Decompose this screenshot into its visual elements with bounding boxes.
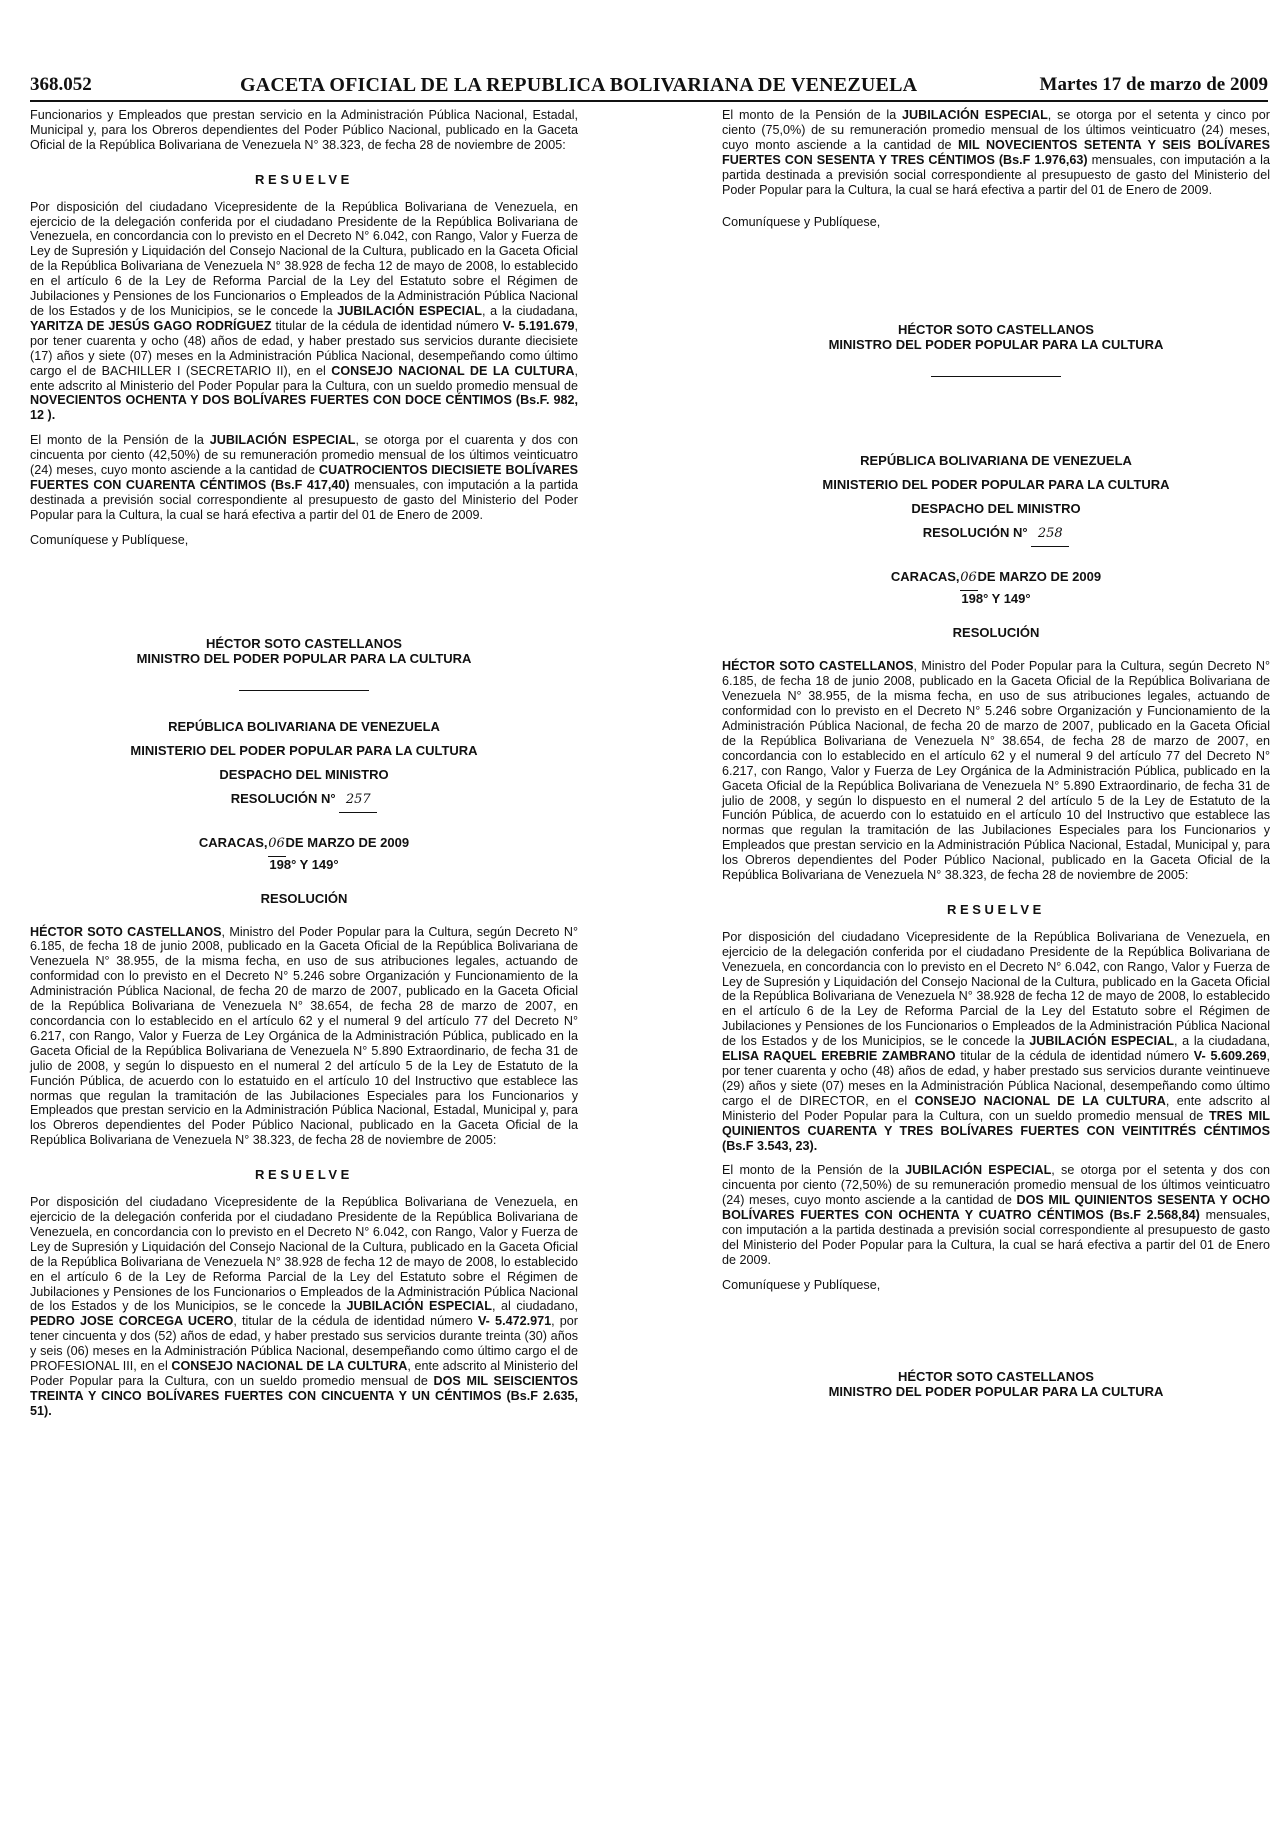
closing-formula: Comuníquese y Publíquese, bbox=[722, 215, 881, 230]
signatory-name: HÉCTOR SOTO CASTELLANOS bbox=[206, 635, 402, 651]
resuelve-heading: RESUELVE bbox=[947, 901, 1045, 917]
handwritten-resolution-number: 257 bbox=[339, 788, 377, 813]
signature-block bbox=[722, 1369, 1270, 1399]
left-column bbox=[30, 108, 578, 1419]
right-column bbox=[722, 108, 1270, 1399]
handwritten-day: 06 bbox=[960, 566, 978, 591]
resuelve-heading: RESUELVE bbox=[255, 1167, 353, 1183]
signatory-role: MINISTRO DEL PODER POPULAR PARA LA CULTURA bbox=[828, 1383, 1164, 1399]
handwritten-day: 06 bbox=[268, 832, 286, 857]
signatory-role: MINISTRO DEL PODER POPULAR PARA LA CULTURA bbox=[136, 650, 472, 666]
closing-formula: Comuníquese y Publíquese, bbox=[30, 532, 189, 547]
resuelve-heading: RESUELVE bbox=[255, 171, 353, 187]
gazette-title: GACETA OFICIAL DE LA REPUBLICA BOLIVARIANA DE VENEZUELA bbox=[240, 74, 918, 96]
pension-paragraph: El monto de la Pensión de la JUBILACIÓN ESPECIAL, se otorga por el setenta y dos con cincuenta por ciento (72,50%) de su remuneración promedio mensual de los últimos veinticuatro (24) meses, cuyo monto asciende a la cantidad de DOS MIL QUINIENTOS SESENTA Y OCHO BOLÍVARES FUERTES CON OCHENTA Y CUATRO CÉNTIMOS (Bs.F 2.568,84) mensuales, con imputación a la partida destinada a previsión social correspondiente al presupuesto de gasto del Ministerio del Poder Popular para la Cultura, la cual se hará efectiva a partir del 01 de Enero de 2009. bbox=[722, 1163, 1271, 1267]
signature-block bbox=[722, 322, 1270, 352]
pension-paragraph: El monto de la Pensión de la JUBILACIÓN ESPECIAL, se otorga por el cuarenta y dos con cincuenta por ciento (42,50%) de su remuneración promedio mensual de los últimos veinticuatro (24) meses, cuyo monto asciende a la cantidad de CUATROCIENTOS DIECISIETE BOLÍVARES FUERTES CON CUARENTA CÉNTIMOS (Bs.F 417,40) mensuales, con imputación a la partida destinada a previsión social correspondiente al presupuesto de gasto del Ministerio del Poder Popular para la Cultura, la cual se hará efectiva a partir del 01 de Enero de 2009. bbox=[30, 433, 579, 522]
resolution-258-body: Por disposición del ciudadano Vicepresidente de la República Bolivariana de Venezuela, en ejercicio de la delegación conferida por el ciudadano Presidente de la República Bolivariana de Venezuela, en concordancia con lo previsto en el Decreto N° 6.042, con Rango, Valor y Fuerza de Ley de Supresión y Liquidación del Consejo Nacional de la Cultura, publicado en la Gaceta Oficial de la República Bolivariana de Venezuela N° 38.928 de fecha 12 de mayo de 2008, lo establecido en el artículo 6 de la Ley de Reforma Parcial de la Ley del Estatuto sobre el Régimen de Jubilaciones y Pensiones de los Funcionarios o Empleados de la Administración Pública Nacional de los Estados y de los Municipios, se le concede la JUBILACIÓN ESPECIAL, a la ciudadana, ELISA RAQUEL EREBRIE ZAMBRANO titular de la cédula de identidad número V- 5.609.269, por tener cuarenta y ocho (48) años de edad, y haber prestado sus servicios durante veintinueve (29) años y siete (07) meses en la Administración Pública Nacional, desempeñando como último cargo el de DIRECTOR, en el CONSEJO NACIONAL DE LA CULTURA, ente adscrito al Ministerio del Poder Popular para la Cultura, con un sueldo promedio mensual de TRES MIL QUINIENTOS CUARENTA Y TRES BOLÍVARES FUERTES CON VEINTITRÉS CÉNTIMOS (Bs.F 3.543, 23). bbox=[722, 929, 1271, 1153]
resolution-257-body: Por disposición del ciudadano Vicepresidente de la República Bolivariana de Venezuela, en ejercicio de la delegación conferida por el ciudadano Presidente de la República Bolivariana de Venezuela, en concordancia con lo previsto en el Decreto N° 6.042, con Rango, Valor y Fuerza de Ley de Supresión y Liquidación del Consejo Nacional de la Cultura, publicado en la Gaceta Oficial de la República Bolivariana de Venezuela N° 38.928 de fecha 12 de mayo de 2008, lo establecido en el artículo 6 de la Ley de Reforma Parcial de la Ley del Estatuto sobre el Régimen de Jubilaciones y Pensiones de los Funcionarios o Empleados de la Administración Pública Nacional de los Estados y de los Municipios, se le concede la JUBILACIÓN ESPECIAL, al ciudadano, PEDRO JOSE CORCEGA UCERO, titular de la cédula de identidad número V- 5.472.971, por tener cincuenta y dos (52) años de edad, y haber prestado sus servicios durante treinta (30) años y seis (06) meses en la Administración Pública Nacional, desempeñando como último cargo el de PROFESIONAL III, en el CONSEJO NACIONAL DE LA CULTURA, ente adscrito al Ministerio del Poder Popular para la Cultura, con un sueldo promedio mensual de DOS MIL SEISCIENTOS TREINTA Y CINCO BOLÍVARES FUERTES CON CINCUENTA Y UN CÉNTIMOS (Bs.F 2.635, 51). bbox=[30, 1195, 578, 1418]
issue-date: Martes 17 de marzo de 2009 bbox=[1039, 74, 1268, 95]
page-header bbox=[30, 74, 1268, 102]
continued-paragraph: Funcionarios y Empleados que prestan servicio en la Administración Pública Nacional, Estadal, Municipal y, para los Obreros dependientes del Poder Público Nacional, publicado en la Gaceta Oficial de la República Bolivariana de Venezuela N° 38.323, de fecha 28 de noviembre de 2005: bbox=[30, 108, 578, 152]
signatory-name: HÉCTOR SOTO CASTELLANOS bbox=[898, 1368, 1094, 1384]
signatory-name: HÉCTOR SOTO CASTELLANOS bbox=[898, 322, 1094, 338]
resolution-257-preamble: HÉCTOR SOTO CASTELLANOS, Ministro del Poder Popular para la Cultura, según Decreto N° 6.185, de fecha 18 de junio 2008, publicado en la Gaceta Oficial de la República Bolivariana de Venezuela N° 38.955, de la misma fecha, en uso de sus atribuciones legales, actuando de conformidad con lo previsto en el Decreto N° 5.246 sobre Organización y Funcionamiento de la Administración Pública Nacional, de fecha 20 de marzo de 2007, publicado en la Gaceta Oficial de la República Bolivariana de Venezuela N° 38.654, de fecha 28 de marzo de 2007, en concordancia con lo establecido en el artículo 62 y el numeral 9 del artículo 77 del Decreto N° 6.217, con Rango, Valor y Fuerza de Ley Orgánica de la Administración Pública, publicado en la Gaceta Oficial de la República Bolivariana de Venezuela N° 5.890 Extraordinario, de fecha 31 de julio de 2008, y según lo dispuesto en el numeral 2 del artículo 5 de la Ley de Estatuto de la Función Pública, de acuerdo con lo estatuido en el artículo 10 del Instructivo que establece las normas que regulan la tramitación de las Jubilaciones Especiales para los Funcionarios y Empleados que prestan servicio en la Administración Pública Nacional, Estadal, Municipal y, para los Obreros dependientes del Poder Público Nacional, publicado en la Gaceta Oficial de la República Bolivariana de Venezuela N° 38.323, de fecha 28 de noviembre de 2005: bbox=[30, 924, 578, 1148]
closing-formula: Comuníquese y Publíquese, bbox=[722, 1277, 881, 1292]
handwritten-resolution-number: 258 bbox=[1031, 522, 1069, 547]
resolution-258-header: REPÚBLICA BOLIVARIANA DE VENEZUELA MINISTERIO DEL PODER POPULAR PARA LA CULTURA DESPACHO DEL MINISTRO RESOLUCIÓN N° 258 CARACAS,06DE MARZO DE 2009 198° Y 149° RESOLUCIÓN bbox=[822, 453, 1170, 641]
resolution-body: Por disposición del ciudadano Vicepresidente de la República Bolivariana de Venezuela, en ejercicio de la delegación conferida por el ciudadano Presidente de la República Bolivariana de Venezuela, en concordancia con lo previsto en el Decreto N° 6.042, con Rango, Valor y Fuerza de Ley de Supresión y Liquidación del Consejo Nacional de la Cultura, publicado en la Gaceta Oficial de la República Bolivariana de Venezuela N° 38.928 de fecha 12 de mayo de 2008, lo establecido en el artículo 6 de la Ley de Reforma Parcial de la Ley del Estatuto sobre el Régimen de Jubilaciones y Pensiones de los Funcionarios o Empleados de la Administración Pública Nacional de los Estados y de los Municipios, se le concede la JUBILACIÓN ESPECIAL, a la ciudadana, YARITZA DE JESÚS GAGO RODRÍGUEZ titular de la cédula de identidad número V- 5.191.679, por tener cuarenta y ocho (48) años de edad, y haber prestado sus servicios durante diecisiete (17) años y siete (07) meses en la Administración Pública Nacional, desempeñando como último cargo el de BACHILLER I (SECRETARIO II), en el CONSEJO NACIONAL DE LA CULTURA, ente adscrito al Ministerio del Poder Popular para la Cultura, con un sueldo promedio mensual de NOVECIENTOS OCHENTA Y DOS BOLÍVARES FUERTES CON DOCE CÉNTIMOS (Bs.F. 982, 12 ). bbox=[30, 199, 578, 423]
page-number: 368.052 bbox=[30, 74, 92, 95]
signatory-role: MINISTRO DEL PODER POPULAR PARA LA CULTURA bbox=[828, 337, 1164, 353]
pension-paragraph: El monto de la Pensión de la JUBILACIÓN ESPECIAL, se otorga por el setenta y cinco por ciento (75,0%) de su remuneración promedio mensual de los últimos veinticuatro (24) meses, cuyo monto asciende a la cantidad de MIL NOVECIENTOS SETENTA Y SEIS BOLÍVARES FUERTES CON SESENTA Y TRES CÉNTIMOS (Bs.F 1.976,63) mensuales, con imputación a la partida destinada a previsión social correspondiente al presupuesto de gasto del Ministerio del Poder Popular para la Cultura, la cual se hará efectiva a partir del 01 de Enero de 2009. bbox=[722, 108, 1270, 197]
resolution-258-preamble: HÉCTOR SOTO CASTELLANOS, Ministro del Poder Popular para la Cultura, según Decreto N° 6.185, de fecha 18 de junio 2008, publicado en la Gaceta Oficial de la República Bolivariana de Venezuela N° 38.955, de la misma fecha, en uso de sus atribuciones legales, actuando de conformidad con lo previsto en el Decreto N° 5.246 sobre Organización y Funcionamiento de la Administración Pública Nacional, de fecha 20 de marzo de 2007, publicado en la Gaceta Oficial de la República Bolivariana de Venezuela N° 38.654, de fecha 28 de marzo de 2007, en concordancia con lo establecido en el artículo 62 y el numeral 9 del artículo 77 del Decreto N° 6.217, con Rango, Valor y Fuerza de Ley Orgánica de la Administración Pública, publicado en la Gaceta Oficial de la República Bolivariana de Venezuela N° 5.890 Extraordinario, de fecha 31 de julio de 2008, y según lo dispuesto en el numeral 2 del artículo 5 de la Ley de Estatuto de la Función Pública, de acuerdo con lo estatuido en el artículo 10 del Instructivo que establece las normas que regulan la tramitación de las Jubilaciones Especiales para los Funcionarios y Empleados que prestan servicio en la Administración Pública Nacional, Estadal, Municipal y, para los Obreros dependientes del Poder Público Nacional, publicado en la Gaceta Oficial de la República Bolivariana de Venezuela N° 38.323, de fecha 28 de noviembre de 2005: bbox=[722, 659, 1270, 883]
signature-block bbox=[30, 636, 578, 666]
resolution-257-header: REPÚBLICA BOLIVARIANA DE VENEZUELA MINISTERIO DEL PODER POPULAR PARA LA CULTURA DESPACHO DEL MINISTRO RESOLUCIÓN N° 257 CARACAS,06DE MARZO DE 2009 198° Y 149° RESOLUCIÓN bbox=[130, 718, 478, 906]
